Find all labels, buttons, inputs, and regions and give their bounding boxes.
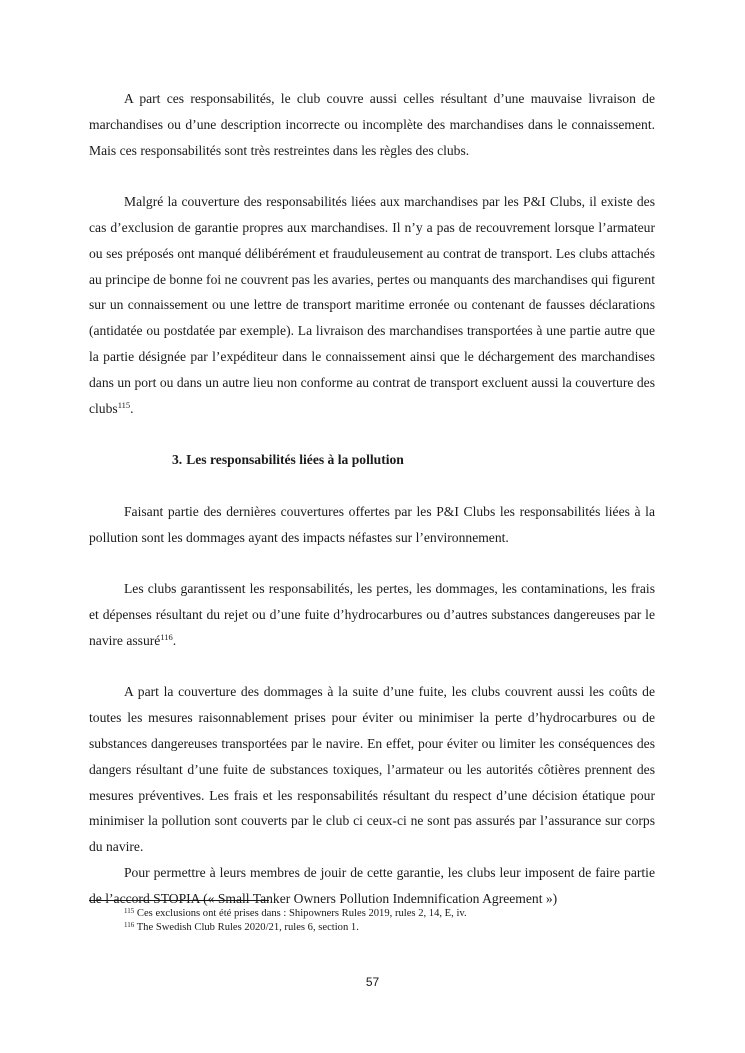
paragraph-5-text: A part la couverture des dommages à la suite d’une fuite, les clubs couvrent aussi les coûts de toutes les mesures raisonnablement prises pour éviter ou minimiser la perte d’hydrocarbures ou de substances dangereuses transportées par le navire. En effet, pour éviter ou limiter les conséquences des dangers résultant d’une fuite de substances toxiques, l’armateur ou les autorités côtières prennent des mesures préventives. Les frais et les responsabilités résultant du respect d’une décision étatique pour minimiser la pollution sont couverts par le club ci ceux-ci ne sont pas assurés par l’assurance sur corps du navire.	[89, 684, 655, 855]
section-heading	[172, 447, 655, 473]
paragraph-2-end: .	[130, 400, 134, 416]
paragraph-6-text: Pour permettre à leurs membres de jouir de cette garantie, les clubs leur imposent de faire partie de l’accord STOPIA (« Small Tanker Owners Pollution Indemnification Agreement »)	[89, 864, 655, 906]
footnote-116-number: 116	[124, 920, 135, 929]
paragraph-5	[89, 679, 655, 860]
paragraph-4	[89, 576, 655, 653]
footnote-115-text: Ces exclusions ont été prises dans : Shipowners Rules 2019, rules 2, 14, E, iv.	[134, 908, 467, 919]
paragraph-1-text: A part ces responsabilités, le club couvre aussi celles résultant d’une mauvaise livraison de marchandises ou d’une description incorrecte ou incomplète des marchandises dans le connaissement. Mais ces responsabilités sont très restreintes dans les règles des clubs.	[89, 91, 655, 158]
footnote-ref-115[interactable]: 115	[117, 399, 131, 410]
footnote-ref-116[interactable]: 116	[160, 631, 173, 642]
section-heading-text: Les responsabilités liées à la pollution	[186, 452, 404, 468]
footnote-116	[89, 921, 655, 935]
paragraph-1	[89, 86, 655, 163]
section-heading-number: 3.	[172, 452, 183, 468]
paragraph-4-end: .	[172, 632, 177, 648]
body-text	[89, 86, 655, 912]
footnote-116-text: The Swedish Club Rules 2020/21, rules 6, section 1.	[134, 921, 359, 933]
paragraph-3-text: Faisant partie des dernières couvertures offertes par les P&I Clubs les responsabilités liées à la pollution sont les dommages ayant des impacts néfastes sur l’environnement.	[89, 503, 655, 545]
footnote-separator	[89, 900, 269, 901]
paragraph-2-text: Malgré la couverture des responsabilités liées aux marchandises par les P&I Clubs, il existe des cas d’exclusion de garantie propres aux marchandises. Il n’y a pas de recouvrement lorsque l’armateur ou ses préposés ont manqué délibérément et frauduleusement au contrat de transport. Les clubs attachés au principe de bonne foi ne couvrent pas les avaries, pertes ou manquants des marchandises qui figurent sur un connaissement ou une lettre de transport maritime erronée ou contenant de fausses déclarations (antidatée ou postdatée par exemple). La livraison des marchandises transportées à une partie autre que la partie désignée par l’expéditeur dans le connaissement ainsi que le déchargement des marchandises dans un port ou dans un autre lieu non conforme au contrat de transport excluent aussi la couverture des clubs	[89, 194, 655, 416]
footnote-115	[89, 907, 655, 921]
page-number: 57	[365, 975, 380, 989]
paragraph-4-text: Les clubs garantissent les responsabilités, les pertes, les dommages, les contaminations, les frais et dépenses résultant du rejet ou d’une fuite d’hydrocarbures ou d’autres substances dangereuses par le navire assuré	[89, 581, 655, 648]
footnote-115-number: 115	[124, 907, 135, 915]
paragraph-2	[89, 189, 655, 421]
footnotes	[89, 900, 655, 934]
paragraph-3	[89, 499, 655, 551]
